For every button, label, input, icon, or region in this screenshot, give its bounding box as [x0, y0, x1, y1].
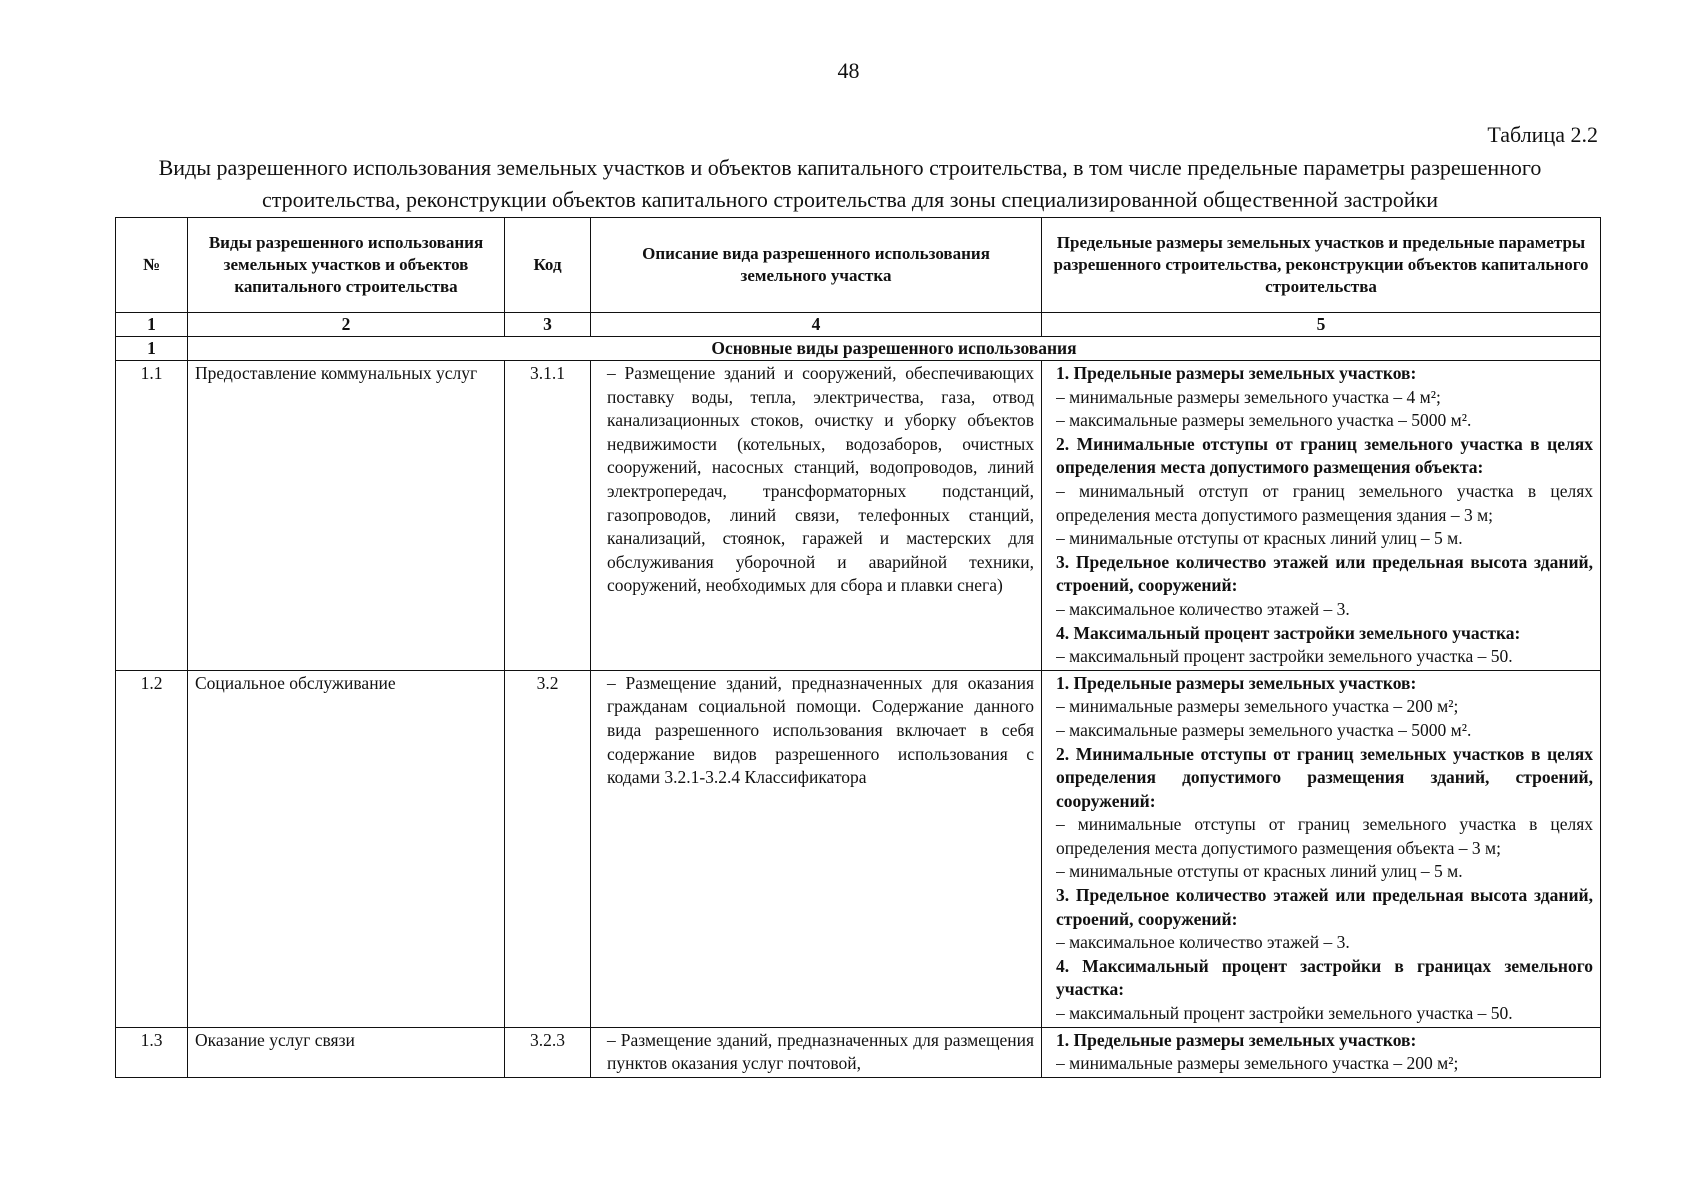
column-number: 3 [505, 313, 591, 337]
section-number: 1 [116, 337, 188, 361]
row-code: 3.2 [505, 670, 591, 1027]
param-line: – максимальный процент застройки земельного участка – 50. [1056, 646, 1513, 667]
column-number: 1 [116, 313, 188, 337]
param-heading: 1. Предельные размеры земельных участков: [1056, 363, 1417, 383]
param-line: – минимальный отступ от границ земельного участка в целях определения места допустимого размещения здания – 3 м; [1056, 480, 1593, 525]
column-number: 4 [591, 313, 1042, 337]
param-line: – максимальный процент застройки земельного участка – 50. [1056, 1003, 1513, 1024]
page-number: 48 [837, 58, 860, 83]
row-description: – Размещение зданий, предназначенных для оказания гражданам социальной помощи. Содержание данного вида разрешенного использования включает в себя содержание видов разрешенного использования с кодами 3.2.1-3.2.4 Классификатора [591, 670, 1042, 1027]
param-line: – минимальные отступы от красных линий улиц – 5 м. [1056, 861, 1463, 882]
land-use-table [115, 217, 1601, 1078]
table-row [116, 1027, 1601, 1077]
row-description: – Размещение зданий, предназначенных для размещения пунктов оказания услуг почтовой, [591, 1027, 1042, 1077]
param-line: – минимальные отступы от красных линий улиц – 5 м. [1056, 528, 1463, 549]
row-description: – Размещение зданий и сооружений, обеспечивающих поставку воды, тепла, электричества, газа, отвод канализационных стоков, очистку и уборку объектов недвижимости (котельных, водозаборов, очистных сооружений, насосных станций, водопроводов, линий электропередач, трансформаторных подстанций, газопроводов, линий связи, телефонных станций, канализаций, стоянок, гаражей и мастерских для обслуживания уборочной и аварийной техники, сооружений, необходимых для сбора и плавки снега) [591, 361, 1042, 671]
table-row [116, 361, 1601, 671]
column-number: 2 [188, 313, 505, 337]
header-desc: Описание вида разрешенного использования земельного участка [591, 218, 1042, 313]
column-numbers-row [116, 313, 1601, 337]
param-line: – максимальное количество этажей – 3. [1056, 598, 1350, 619]
header-num: № [116, 218, 188, 313]
row-parameters [1042, 1027, 1601, 1077]
row-name: Социальное обслуживание [188, 670, 505, 1027]
param-line: – минимальные размеры земельного участка – 4 м²; [1056, 386, 1441, 407]
param-heading: 3. Предельное количество этажей или предельная высота зданий, строений, сооружений: [1056, 551, 1593, 596]
row-parameters [1042, 361, 1601, 671]
table-row [116, 670, 1601, 1027]
header-params: Предельные размеры земельных участков и предельные параметры разрешенного строительства, реконструкции объектов капитального строительства [1042, 218, 1601, 313]
row-number: 1.3 [116, 1027, 188, 1077]
table-header-row [116, 218, 1601, 313]
table-label: Таблица 2.2 [1487, 122, 1598, 147]
section-row [116, 337, 1601, 361]
column-number: 5 [1042, 313, 1601, 337]
row-number: 1.2 [116, 670, 188, 1027]
param-heading: 1. Предельные размеры земельных участков: [1056, 1029, 1417, 1050]
param-line: – максимальные размеры земельного участка – 5000 м². [1056, 719, 1472, 740]
param-line: – минимальные размеры земельного участка – 200 м²; [1056, 696, 1459, 717]
param-heading: 2. Минимальные отступы от границ земельных участков в целях определения допустимого размещения зданий, строений, сооружений: [1056, 743, 1593, 811]
row-parameters [1042, 670, 1601, 1027]
row-code: 3.1.1 [505, 361, 591, 671]
param-line: – максимальные размеры земельного участка – 5000 м². [1056, 410, 1472, 431]
param-heading: 4. Максимальный процент застройки земельного участка: [1056, 622, 1521, 643]
header-name: Виды разрешенного использования земельных участков и объектов капитального строительства [188, 218, 505, 313]
param-heading: 1. Предельные размеры земельных участков: [1056, 672, 1417, 693]
section-title: Основные виды разрешенного использования [188, 337, 1601, 361]
header-code: Код [505, 218, 591, 313]
param-line: – минимальные отступы от границ земельного участка в целях определения места допустимого размещения объекта – 3 м; [1056, 814, 1593, 858]
row-code: 3.2.3 [505, 1027, 591, 1077]
row-name: Оказание услуг связи [188, 1027, 505, 1077]
row-name: Предоставление коммунальных услуг [188, 361, 505, 671]
param-heading: 2. Минимальные отступы от границ земельного участка в целях определения места допустимого размещения объекта: [1056, 433, 1593, 478]
table-caption: Виды разрешенного использования земельных участков и объектов капитального строительства, в том числе предельные параметры разрешенного строительства, реконструкции объектов капитального строительства для зоны специализированной общественной застройки [158, 155, 1542, 212]
param-line: – максимальное количество этажей – 3. [1056, 932, 1350, 953]
param-heading: 4. Максимальный процент застройки в границах земельного участка: [1056, 955, 1593, 1000]
param-heading: 3. Предельное количество этажей или предельная высота зданий, строений, сооружений: [1056, 885, 1593, 929]
param-line: – минимальные размеры земельного участка – 200 м²; [1056, 1053, 1459, 1074]
row-number: 1.1 [116, 361, 188, 671]
